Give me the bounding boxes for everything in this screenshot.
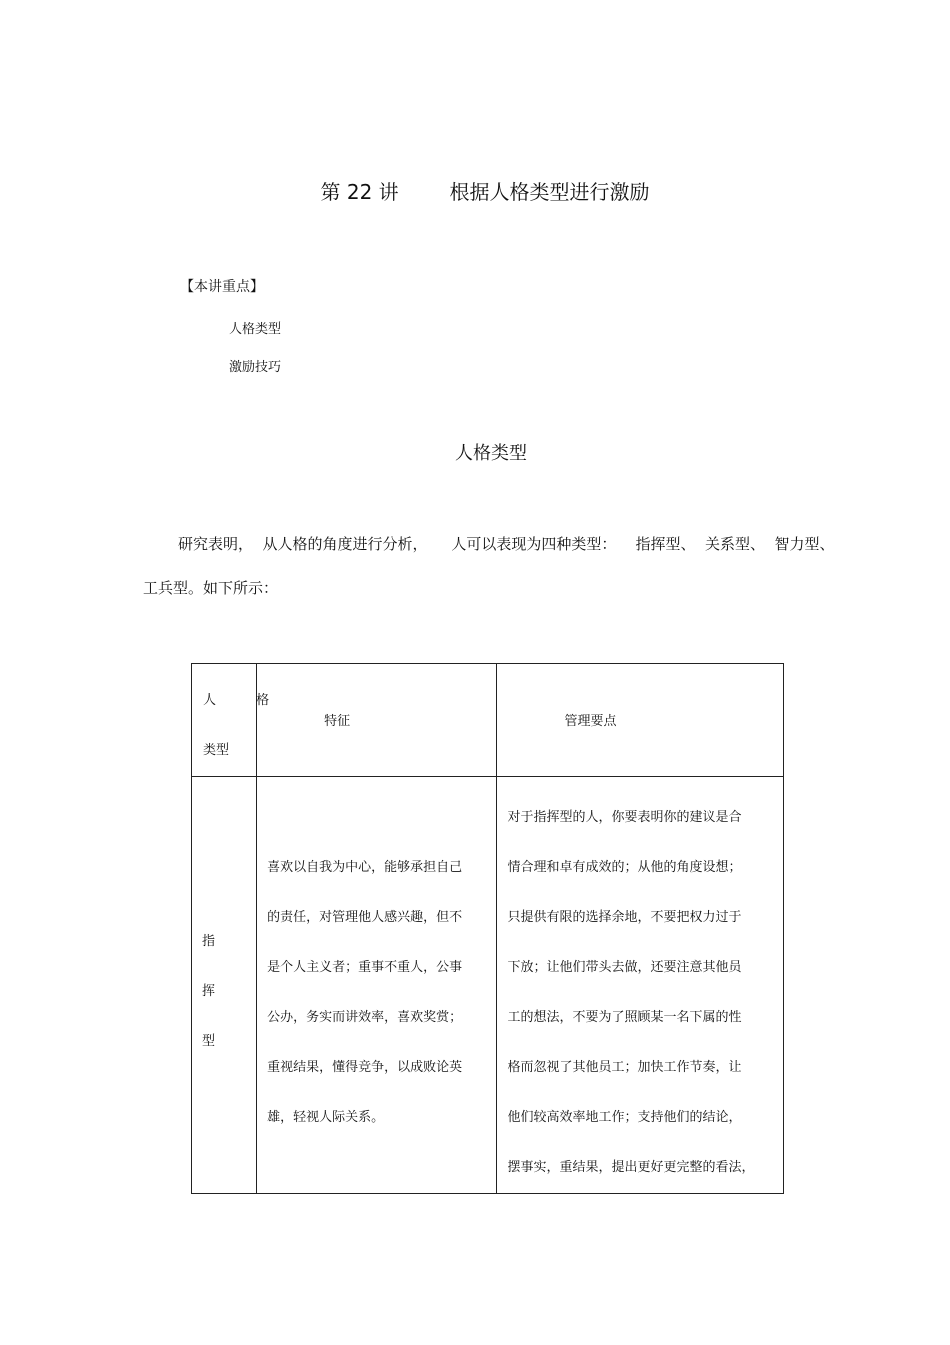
feature-line: 是个人主义者；重事不重人，公事 — [267, 960, 463, 975]
feature-line: 重视结果，懂得竞争，以成败论英 — [267, 1060, 463, 1075]
header-feature-label: 特征 — [324, 714, 351, 729]
feature-cell — [257, 777, 496, 1194]
personality-type-table — [191, 663, 784, 1194]
header-type-line: 人 格 — [203, 693, 288, 708]
table-row — [192, 777, 784, 1194]
management-line: 格而忽视了其他员工；加快工作节奏，让 — [507, 1060, 742, 1075]
type-char: 指 — [202, 934, 216, 949]
header-management-label: 管理要点 — [564, 714, 617, 729]
key-point-item: 人格类型 — [229, 322, 282, 337]
management-cell — [496, 777, 784, 1194]
feature-line: 公办，务实而讲效率，喜欢奖赏； — [267, 1010, 463, 1025]
management-line: 情合理和卓有成效的；从他的角度设想； — [507, 860, 742, 875]
type-char: 挥 — [202, 984, 216, 999]
management-line: 摆事实，重结果，提出更好更完整的看法， — [507, 1160, 755, 1175]
intro-paragraph-line: 研究表明， 从人格的角度进行分析， 人可以表现为四种类型： 指挥型、 关系型、 智力型、 — [178, 535, 835, 553]
management-line: 只提供有限的选择余地，不要把权力过于 — [507, 910, 742, 925]
feature-line: 喜欢以自我为中心，能够承担自己 — [267, 860, 463, 875]
feature-line: 的责任，对管理他人感兴趣，但不 — [267, 910, 463, 925]
intro-paragraph-line: 工兵型。如下所示： — [143, 579, 279, 597]
management-line: 下放；让他们带头去做，还要注意其他员 — [507, 960, 742, 975]
header-cell-management — [496, 664, 784, 777]
header-cell-feature — [257, 664, 496, 777]
type-char: 型 — [202, 1034, 216, 1049]
page-title: 第 22 讲 根据人格类型进行激励 — [320, 180, 650, 204]
management-line: 对于指挥型的人，你要表明你的建议是合 — [507, 810, 742, 825]
management-line: 工的想法，不要为了照顾某一名下属的性 — [507, 1010, 742, 1025]
feature-line: 雄，轻视人际关系。 — [267, 1110, 385, 1125]
key-points-label: 【本讲重点】 — [180, 279, 264, 295]
section-heading: 人格类型 — [455, 443, 527, 464]
management-line: 他们较高效率地工作；支持他们的结论， — [507, 1110, 742, 1125]
key-point-item: 激励技巧 — [229, 360, 282, 375]
header-cell-type — [192, 664, 288, 777]
type-cell — [192, 777, 257, 1194]
table-header-row — [192, 664, 784, 777]
header-type-line: 类型 — [203, 743, 230, 758]
